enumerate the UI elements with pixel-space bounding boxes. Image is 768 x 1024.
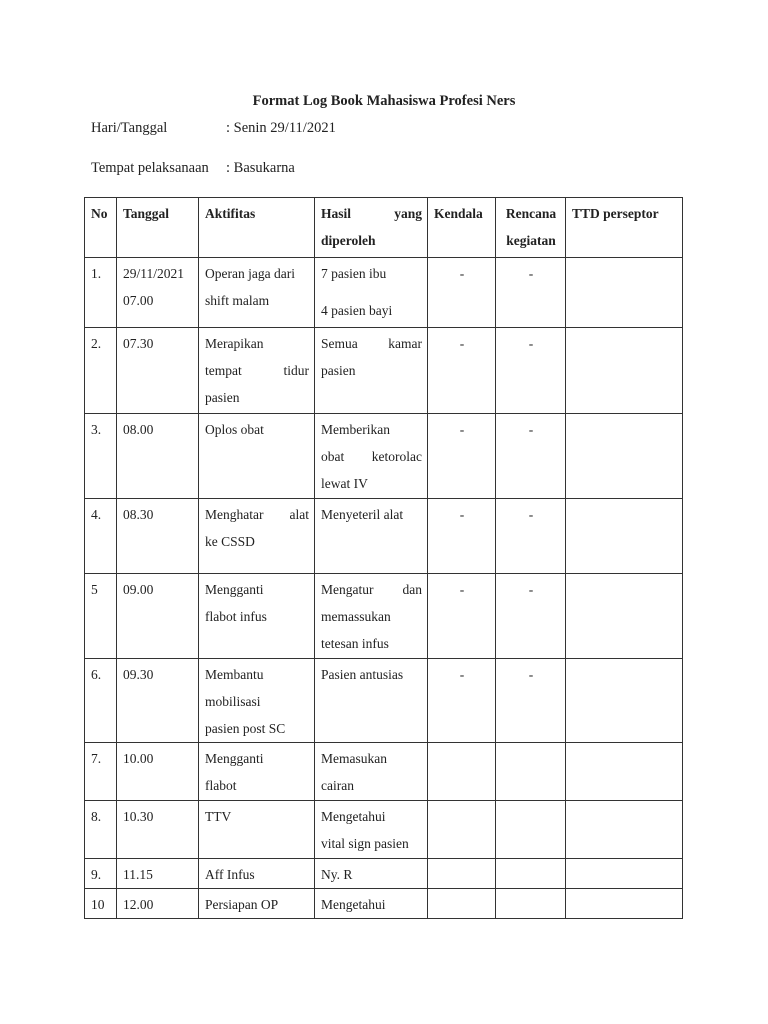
cell-tanggal <box>117 801 199 859</box>
cell-hasil <box>315 328 428 414</box>
cell-hasil-line: pasien <box>321 363 356 378</box>
cell-ttd <box>566 414 683 499</box>
cell-aktifitas <box>199 499 315 574</box>
cell-aktifitas <box>199 258 315 328</box>
header-tanggal: Tanggal <box>117 198 199 258</box>
cell-ttd <box>566 258 683 328</box>
table-row <box>85 414 683 499</box>
cell-hasil <box>315 743 428 801</box>
cell-tanggal <box>117 659 199 743</box>
cell-hasil-line: Memasukan <box>321 751 387 766</box>
cell-kendala <box>428 801 496 859</box>
cell-rencana <box>496 889 566 919</box>
cell-rencana <box>496 743 566 801</box>
cell-hasil-line: memassukan <box>321 609 391 624</box>
cell-tanggal <box>117 258 199 328</box>
cell-aktifitas-line: Persiapan OP <box>205 897 279 912</box>
cell-aktifitas-line: pasien <box>205 390 240 405</box>
cell-aktifitas-line: Mengganti <box>205 582 264 597</box>
cell-no: 4. <box>85 499 117 574</box>
cell-no: 1. <box>85 258 117 328</box>
cell-ttd <box>566 574 683 659</box>
cell-rencana: - <box>496 328 566 414</box>
cell-aktifitas-line: pasien post SC <box>205 721 286 736</box>
header-hasil-word3: diperoleh <box>321 233 376 248</box>
cell-tanggal <box>117 499 199 574</box>
cell-kendala <box>428 743 496 801</box>
cell-aktifitas-line: TTV <box>205 809 232 824</box>
cell-rencana <box>496 859 566 889</box>
cell-hasil-line: lewat IV <box>321 476 368 491</box>
cell-hasil-line: obat ketorolac <box>321 449 422 464</box>
cell-aktifitas-line: Membantu <box>205 667 264 682</box>
cell-tanggal-line: 08.00 <box>123 422 154 437</box>
cell-kendala: - <box>428 659 496 743</box>
header-rencana-line1: Rencana <box>505 206 557 221</box>
cell-ttd <box>566 659 683 743</box>
cell-aktifitas <box>199 801 315 859</box>
cell-aktifitas-line: ke CSSD <box>205 534 255 549</box>
cell-hasil-line: tetesan infus <box>321 636 389 651</box>
cell-ttd <box>566 801 683 859</box>
cell-hasil <box>315 659 428 743</box>
cell-hasil <box>315 574 428 659</box>
header-hasil-word1: Hasil <box>321 206 352 221</box>
cell-no: 6. <box>85 659 117 743</box>
table-row <box>85 258 683 328</box>
cell-hasil-line: Menyeteril alat <box>321 507 404 522</box>
cell-kendala: - <box>428 328 496 414</box>
cell-rencana: - <box>496 258 566 328</box>
tempat-line <box>91 160 295 177</box>
cell-hasil-line: Mengetahui <box>321 897 386 912</box>
cell-no: 5 <box>85 574 117 659</box>
cell-aktifitas <box>199 743 315 801</box>
cell-tanggal-line: 09.00 <box>123 582 154 597</box>
cell-hasil-line: Ny. R <box>321 867 353 882</box>
table-row <box>85 328 683 414</box>
cell-rencana: - <box>496 414 566 499</box>
cell-aktifitas-line: Mengganti <box>205 751 264 766</box>
cell-tanggal-line: 08.30 <box>123 507 154 522</box>
table-row <box>85 801 683 859</box>
tempat-value: : Basukarna <box>226 160 295 176</box>
cell-ttd <box>566 859 683 889</box>
tempat-label: Tempat pelaksanaan <box>91 160 209 176</box>
cell-aktifitas <box>199 574 315 659</box>
table-row <box>85 859 683 889</box>
cell-kendala: - <box>428 499 496 574</box>
cell-aktifitas-line: shift malam <box>205 293 270 308</box>
cell-kendala <box>428 889 496 919</box>
cell-tanggal-line: 11.15 <box>123 867 153 882</box>
header-rencana-line2: kegiatan <box>506 233 556 248</box>
cell-hasil <box>315 859 428 889</box>
cell-tanggal <box>117 414 199 499</box>
cell-aktifitas-line: mobilisasi <box>205 694 261 709</box>
cell-aktifitas-line: Operan jaga dari <box>205 266 295 281</box>
header-hasil <box>315 198 428 258</box>
header-ttd: TTD perseptor <box>566 198 683 258</box>
cell-tanggal <box>117 574 199 659</box>
cell-rencana: - <box>496 499 566 574</box>
cell-hasil <box>315 801 428 859</box>
cell-ttd <box>566 328 683 414</box>
cell-ttd <box>566 889 683 919</box>
cell-aktifitas-line: Merapikan <box>205 336 264 351</box>
cell-aktifitas-line: Aff Infus <box>205 867 255 882</box>
cell-no: 8. <box>85 801 117 859</box>
cell-tanggal-line: 12.00 <box>123 897 154 912</box>
cell-tanggal <box>117 859 199 889</box>
header-row <box>85 198 683 258</box>
cell-ttd <box>566 499 683 574</box>
cell-tanggal-line: 07.30 <box>123 336 154 351</box>
hari-tanggal-value: : Senin 29/11/2021 <box>226 120 336 136</box>
table-row <box>85 743 683 801</box>
cell-rencana: - <box>496 659 566 743</box>
table-row <box>85 659 683 743</box>
cell-tanggal-line: 09.30 <box>123 667 154 682</box>
cell-tanggal <box>117 328 199 414</box>
cell-rencana: - <box>496 574 566 659</box>
cell-aktifitas-line: flabot <box>205 778 237 793</box>
header-no: No <box>85 198 117 258</box>
cell-hasil-line: cairan <box>321 778 354 793</box>
cell-aktifitas-line: Menghatar alat <box>205 507 309 522</box>
cell-tanggal <box>117 743 199 801</box>
table-row <box>85 889 683 919</box>
cell-aktifitas-line: flabot infus <box>205 609 267 624</box>
cell-no: 9. <box>85 859 117 889</box>
cell-aktifitas <box>199 889 315 919</box>
cell-hasil-line: Mengetahui <box>321 809 386 824</box>
cell-hasil-line: vital sign pasien <box>321 836 409 851</box>
cell-kendala: - <box>428 258 496 328</box>
cell-aktifitas <box>199 414 315 499</box>
cell-hasil <box>315 414 428 499</box>
cell-kendala: - <box>428 414 496 499</box>
cell-hasil-line: 7 pasien ibu <box>321 266 387 281</box>
cell-tanggal-line: 10.00 <box>123 751 154 766</box>
cell-hasil-line: Memberikan <box>321 422 390 437</box>
hari-tanggal-line <box>91 120 336 137</box>
cell-hasil-line: 4 pasien bayi <box>321 303 393 318</box>
header-hasil-word2: yang <box>394 206 422 221</box>
cell-no: 10 <box>85 889 117 919</box>
cell-tanggal-line: 29/11/2021 <box>123 266 185 281</box>
cell-tanggal-line: 07.00 <box>123 293 154 308</box>
cell-aktifitas-line: Oplos obat <box>205 422 264 437</box>
cell-no: 3. <box>85 414 117 499</box>
cell-tanggal <box>117 889 199 919</box>
cell-hasil-line: Mengatur dan <box>321 582 422 597</box>
hari-tanggal-label: Hari/Tanggal <box>91 120 168 136</box>
cell-hasil <box>315 499 428 574</box>
header-aktifitas: Aktifitas <box>199 198 315 258</box>
table-row <box>85 574 683 659</box>
cell-hasil-line: Semua kamar <box>321 336 422 351</box>
cell-tanggal-line: 10.30 <box>123 809 154 824</box>
cell-no: 7. <box>85 743 117 801</box>
cell-aktifitas <box>199 659 315 743</box>
cell-hasil-line: Pasien antusias <box>321 667 404 682</box>
cell-aktifitas <box>199 328 315 414</box>
table-row <box>85 499 683 574</box>
cell-hasil <box>315 258 428 328</box>
cell-kendala <box>428 859 496 889</box>
cell-hasil <box>315 889 428 919</box>
cell-no: 2. <box>85 328 117 414</box>
header-kendala: Kendala <box>428 198 496 258</box>
log-table <box>84 197 683 919</box>
cell-kendala: - <box>428 574 496 659</box>
cell-rencana <box>496 801 566 859</box>
header-rencana <box>496 198 566 258</box>
cell-ttd <box>566 743 683 801</box>
document-title: Format Log Book Mahasiswa Profesi Ners <box>252 93 516 109</box>
cell-aktifitas-line: tempat tidur <box>205 363 309 378</box>
cell-aktifitas <box>199 859 315 889</box>
